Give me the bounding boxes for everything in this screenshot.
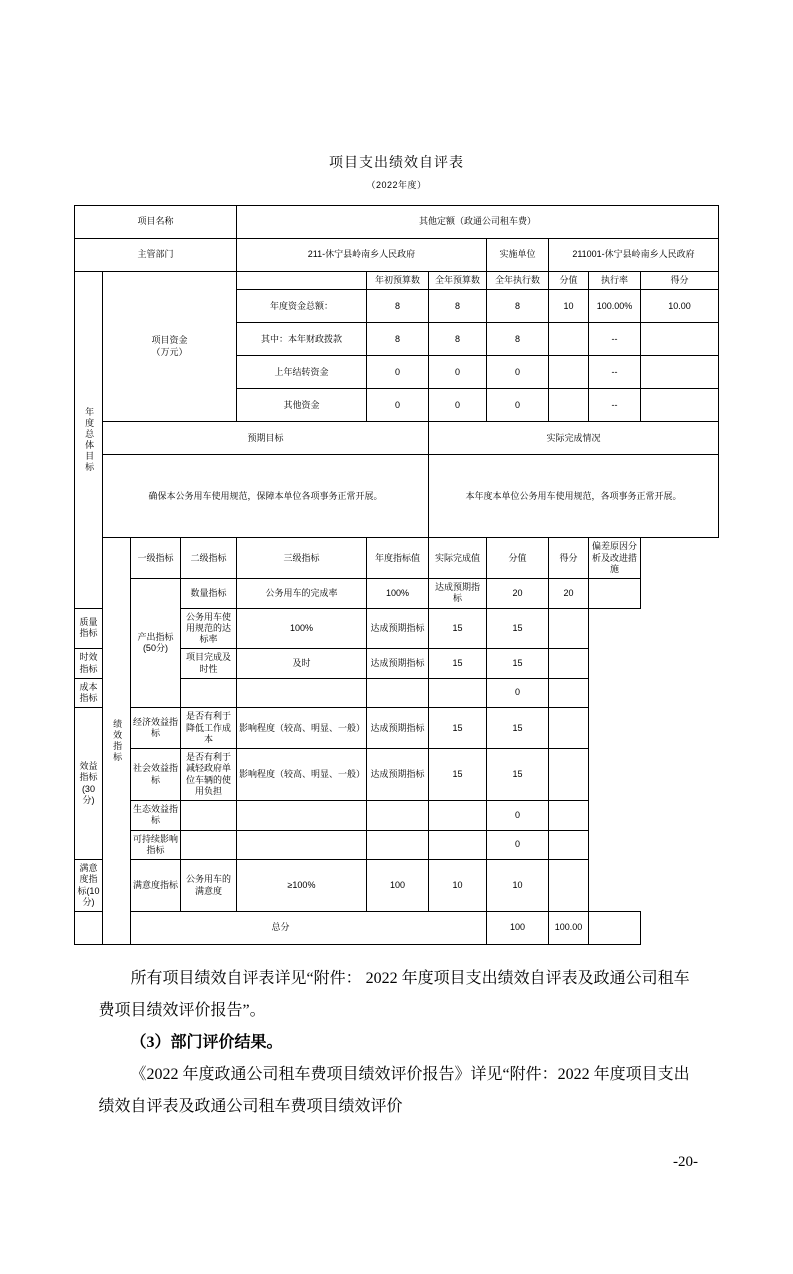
- funds-row-budget: 0: [428, 356, 486, 389]
- table-row: [74, 801, 718, 831]
- project-name-label: 项目名称: [74, 206, 236, 239]
- indicator-target: ≥100%: [236, 860, 366, 912]
- funds-row-initial: 8: [366, 290, 428, 323]
- indicator-level3: [180, 830, 236, 860]
- funds-row-score-value: [548, 389, 588, 422]
- indicator-level3: [180, 678, 236, 708]
- table-row: [74, 708, 718, 749]
- indicator-level3: 公务用车使用规范的达标率: [180, 608, 236, 649]
- indicator-points: 0: [486, 801, 548, 831]
- indicator-deviation: [548, 860, 588, 912]
- funds-label-line2: （万元）: [151, 346, 188, 357]
- funds-row-exec: 8: [486, 290, 548, 323]
- col-score: 得分: [640, 272, 718, 290]
- group-output-indicator: [130, 579, 180, 708]
- indicator-point-value: 10: [428, 860, 486, 912]
- indicator-deviation: [548, 749, 588, 801]
- table-row: [74, 830, 718, 860]
- indicator-points: 20: [548, 579, 588, 609]
- indicator-level2: 质量指标: [74, 608, 102, 649]
- indicator-target: 影响程度（较高、明显、一般）: [236, 708, 366, 749]
- funds-row-score: [640, 323, 718, 356]
- col-deviation: 偏差原因分析及改进措施: [588, 538, 640, 579]
- funds-row-initial: 0: [366, 356, 428, 389]
- indicator-actual: [366, 801, 428, 831]
- indicator-deviation: [548, 708, 588, 749]
- indicator-point-value: 20: [486, 579, 548, 609]
- indicator-points: 15: [486, 649, 548, 679]
- col-level1: 一级指标: [130, 538, 180, 579]
- indicator-actual: [366, 830, 428, 860]
- indicator-level3: 公务用车的满意度: [180, 860, 236, 912]
- col-exec-rate: 执行率: [588, 272, 640, 290]
- indicator-actual: 达成预期指标: [366, 608, 428, 649]
- indicator-level2: 生态效益指标: [130, 801, 180, 831]
- col-expected-goal: 预期目标: [102, 422, 428, 455]
- implementing-unit-label: 实施单位: [486, 239, 548, 272]
- funds-row-budget: 8: [428, 290, 486, 323]
- table-row: [74, 272, 718, 290]
- col-full-year-budget: 全年预算数: [428, 272, 486, 290]
- total-label: 总分: [74, 912, 486, 945]
- table-row: [74, 455, 718, 538]
- indicator-level3: 是否有利于减轻政府单位车辆的使用负担: [180, 749, 236, 801]
- body-paragraph-3: 《2022 年度政通公司租车费项目绩效评价报告》详见“附件：2022 年度项目支出绩效自评表及政通公司租车费项目绩效评价: [98, 1066, 690, 1115]
- indicator-target: [236, 801, 366, 831]
- group-output-line2: (50分): [142, 643, 168, 654]
- indicator-actual: [366, 678, 428, 708]
- funds-row-initial: 8: [366, 323, 428, 356]
- indicator-level2: 时效指标: [74, 649, 102, 679]
- table-row: [74, 538, 718, 579]
- funds-row-rate: --: [588, 323, 640, 356]
- indicator-level2: 满意度指标: [130, 860, 180, 912]
- indicator-level2: 社会效益指标: [130, 749, 180, 801]
- indicator-level2: 数量指标: [180, 579, 236, 609]
- total-deviation: [588, 912, 640, 945]
- indicator-level2: 成本指标: [74, 678, 102, 708]
- indicator-point-value: [428, 678, 486, 708]
- table-row: [74, 749, 718, 801]
- table-row: [74, 860, 718, 912]
- total-points: 100.00: [548, 912, 588, 945]
- group-satisfaction-indicator: 满意度指标(10分): [74, 860, 102, 912]
- indicator-level3: 项目完成及时性: [180, 649, 236, 679]
- indicator-point-value: [428, 830, 486, 860]
- funds-row-rate: --: [588, 389, 640, 422]
- indicator-points: 0: [486, 678, 548, 708]
- indicator-deviation: [548, 678, 588, 708]
- funds-row-rate: --: [588, 356, 640, 389]
- col-level2: 二级指标: [180, 538, 236, 579]
- funds-label: [102, 272, 236, 422]
- document-page: [0, 152, 793, 1274]
- supervising-dept-label: 主管部门: [74, 239, 236, 272]
- col-full-year-exec: 全年执行数: [486, 272, 548, 290]
- annual-overall-goal-side-label: 年度总体目标: [74, 272, 102, 609]
- col-point-value: 分值: [486, 538, 548, 579]
- indicator-deviation: [548, 830, 588, 860]
- group-output-line1: 产出指标: [137, 631, 174, 642]
- performance-self-evaluation-table: [74, 205, 719, 945]
- group-benefit-indicator: [74, 708, 102, 860]
- performance-indicator-side-label: 绩效指标: [102, 538, 130, 945]
- col-year-target: 年度指标值: [366, 538, 428, 579]
- funds-row-name: 年度资金总额：: [236, 290, 366, 323]
- indicator-deviation: [588, 579, 640, 609]
- indicator-deviation: [548, 649, 588, 679]
- supervising-dept-value: 211-休宁县岭南乡人民政府: [236, 239, 486, 272]
- funds-row-initial: 0: [366, 389, 428, 422]
- indicator-point-value: 15: [428, 608, 486, 649]
- indicator-points: 0: [486, 830, 548, 860]
- col-initial-budget: 年初预算数: [366, 272, 428, 290]
- table-row: [74, 579, 718, 609]
- funds-row-score-value: [548, 323, 588, 356]
- indicator-actual: 达成预期指标: [366, 649, 428, 679]
- col-score-value: 分值: [548, 272, 588, 290]
- table-row: [74, 206, 718, 239]
- funds-row-score: 10.00: [640, 290, 718, 323]
- total-point-value: 100: [486, 912, 548, 945]
- group-benefit-line1: 效益指标: [79, 761, 98, 783]
- funds-row-name: 其他资金: [236, 389, 366, 422]
- funds-label-line1: 项目资金: [151, 335, 188, 346]
- body-text: [99, 963, 695, 1123]
- indicator-level2: 经济效益指标: [130, 708, 180, 749]
- indicator-level3: 公务用车的完成率: [236, 579, 366, 609]
- indicator-point-value: 15: [428, 708, 486, 749]
- indicator-points: 15: [486, 608, 548, 649]
- implementing-unit-value: 211001-休宁县岭南乡人民政府: [548, 239, 718, 272]
- funds-row-budget: 8: [428, 323, 486, 356]
- funds-row-budget: 0: [428, 389, 486, 422]
- indicator-actual: 100: [366, 860, 428, 912]
- indicator-deviation: [548, 801, 588, 831]
- col-points: 得分: [548, 538, 588, 579]
- table-row: [74, 912, 718, 945]
- indicator-point-value: 15: [428, 749, 486, 801]
- indicator-target: 影响程度（较高、明显、一般）: [236, 749, 366, 801]
- funds-row-name: 上年结转资金: [236, 356, 366, 389]
- indicator-point-value: [428, 801, 486, 831]
- expected-goal-text: 确保本公务用车使用规范，保障本单位各项事务正常开展。: [102, 455, 428, 538]
- funds-row-exec: 8: [486, 323, 548, 356]
- funds-row-score: [640, 356, 718, 389]
- indicator-point-value: 15: [428, 649, 486, 679]
- indicator-points: 15: [486, 749, 548, 801]
- body-paragraph-2: （3）部门评价结果。: [130, 1034, 283, 1051]
- indicator-points: 10: [486, 860, 548, 912]
- table-row: [74, 239, 718, 272]
- funds-col-name-header: [236, 272, 366, 290]
- indicator-level3: 是否有利于降低工作成本: [180, 708, 236, 749]
- page-title: 项目支出绩效自评表: [329, 154, 464, 170]
- indicator-actual: 达成预期指标: [366, 749, 428, 801]
- project-name-value: 其他定额（政通公司租车费）: [236, 206, 718, 239]
- funds-row-exec: 0: [486, 389, 548, 422]
- indicator-level3: [180, 801, 236, 831]
- funds-row-name: 其中：本年财政拨款: [236, 323, 366, 356]
- col-actual-value: 实际完成值: [428, 538, 486, 579]
- funds-row-rate: 100.00%: [588, 290, 640, 323]
- indicator-target: 及时: [236, 649, 366, 679]
- page-subtitle: （2022年度）: [366, 180, 427, 190]
- indicator-actual: 达成预期指标: [428, 579, 486, 609]
- indicator-actual: 达成预期指标: [366, 708, 428, 749]
- col-level3: 三级指标: [236, 538, 366, 579]
- page-number: -20-: [673, 1154, 698, 1170]
- indicator-target: [236, 678, 366, 708]
- indicator-deviation: [548, 608, 588, 649]
- indicator-target: [236, 830, 366, 860]
- body-paragraph-1: 所有项目绩效自评表详见“附件： 2022 年度项目支出绩效自评表及政通公司租车费项目绩效评价报告”。: [98, 970, 690, 1019]
- table-row: [74, 422, 718, 455]
- funds-row-exec: 0: [486, 356, 548, 389]
- indicator-level2: 可持续影响指标: [130, 830, 180, 860]
- funds-row-score-value: [548, 356, 588, 389]
- funds-row-score-value: 10: [548, 290, 588, 323]
- indicator-target: 100%: [236, 608, 366, 649]
- funds-row-score: [640, 389, 718, 422]
- indicator-points: 15: [486, 708, 548, 749]
- indicator-target: 100%: [366, 579, 428, 609]
- col-actual-completion: 实际完成情况: [428, 422, 718, 455]
- actual-completion-text: 本年度本单位公务用车使用规范，各项事务正常开展。: [428, 455, 718, 538]
- group-benefit-line2: (30分): [81, 783, 95, 805]
